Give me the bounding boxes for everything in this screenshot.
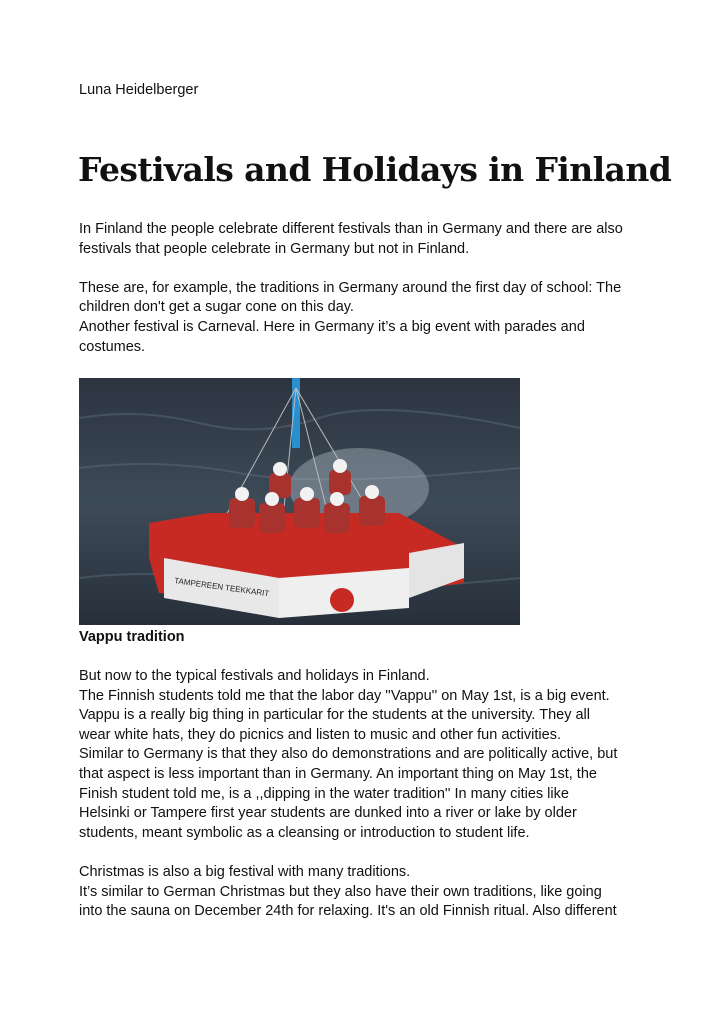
text-line: Finish student told me, is a ,,dipping in the water tradition'' In many cities like xyxy=(79,785,569,802)
text-line: Similar to Germany is that they also do demonstrations and are politically active, but xyxy=(79,746,618,763)
vappu-photo xyxy=(79,378,520,625)
text-line: festivals that people celebrate in Germany but not in Finland. xyxy=(79,240,470,257)
text-line: The Finnish students told me that the labor day ''Vappu'' on May 1st, is a big event. xyxy=(79,687,610,704)
text-line: Christmas is also a big festival with many traditions. xyxy=(79,863,411,880)
text-line: It’s similar to German Christmas but they also have their own traditions, like going xyxy=(79,883,602,900)
text-line: costumes. xyxy=(79,338,146,355)
text-line: into the sauna on December 24th for relaxing. It's an old Finnish ritual. Also different xyxy=(79,903,617,920)
text-line: that aspect is less important than in Germany. An important thing on May 1st, the xyxy=(79,765,597,782)
intro-paragraphs xyxy=(79,220,623,357)
page-title: Festivals and Holidays in Finland xyxy=(78,150,672,189)
text-line: wear white hats, they do picnics and listen to music and other fun activities. xyxy=(79,726,561,743)
text-line: children don't get a sugar cone on this day. xyxy=(79,299,354,316)
text-line: In Finland the people celebrate different festivals than in Germany and there are also xyxy=(79,221,623,237)
text-line: But now to the typical festivals and holidays in Finland. xyxy=(79,668,430,684)
text-line: Vappu is a really big thing in particular for the students at the university. They all xyxy=(79,707,590,724)
boat-lettering: TAMPEREEN TEEKKARIT xyxy=(173,576,270,599)
text-line: students, meant symbolic as a cleansing or introduction to student life. xyxy=(79,824,530,841)
text-line: These are, for example, the traditions in Germany around the first day of school: The xyxy=(79,279,622,296)
author-name: Luna Heidelberger xyxy=(79,82,199,98)
text-line: Helsinki or Tampere first year students are dunked into a river or lake by older xyxy=(79,805,577,822)
image-caption: Vappu tradition xyxy=(79,629,185,645)
body-paragraphs xyxy=(79,667,617,922)
text-line: Another festival is Carneval. Here in Germany it’s a big event with parades and xyxy=(79,318,585,335)
